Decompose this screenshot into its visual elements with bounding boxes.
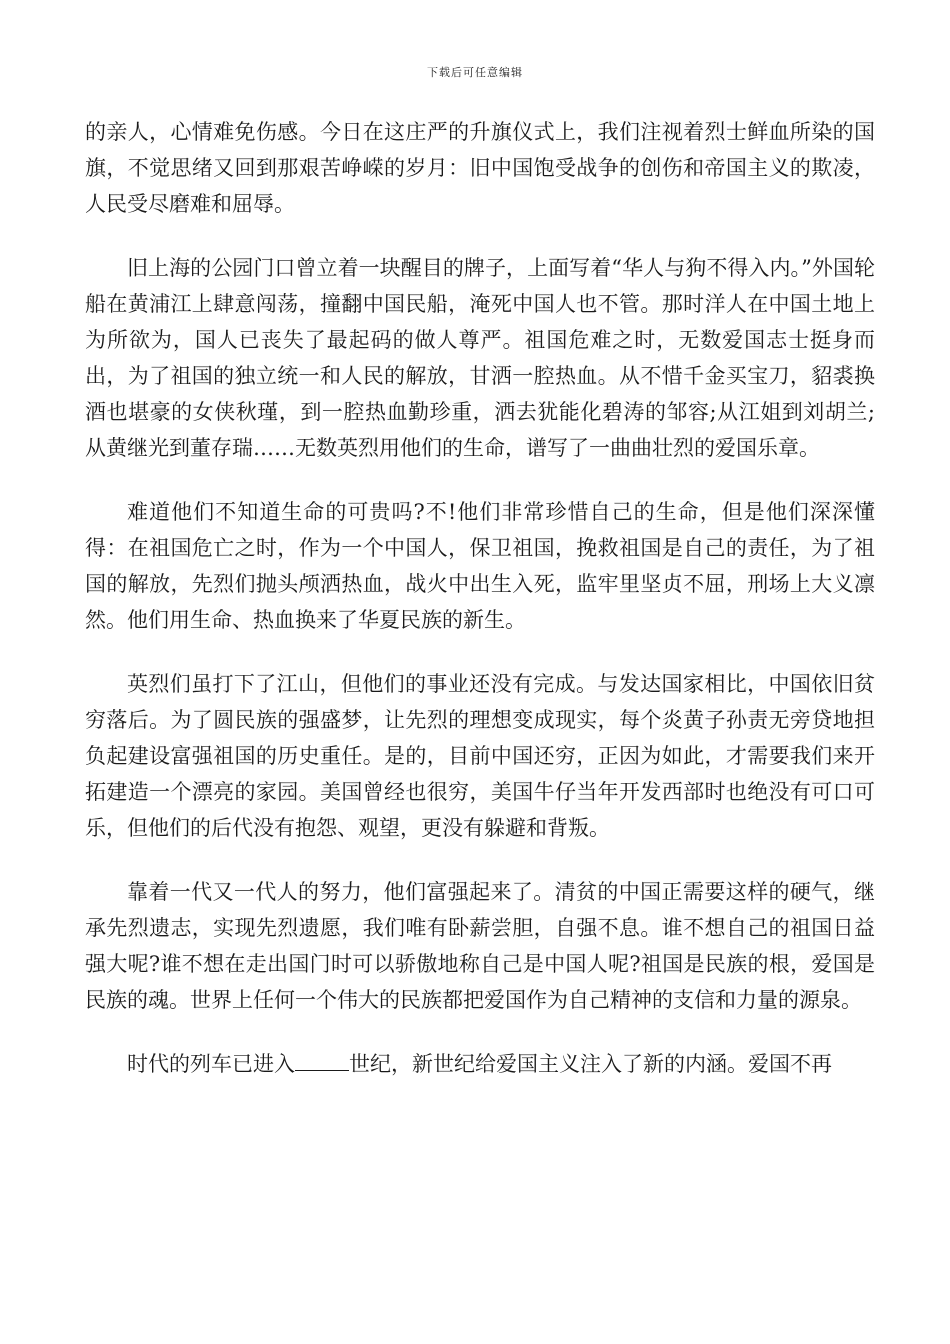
paragraph-continuation: 的亲人，心情难免伤感。今日在这庄严的升旗仪式上，我们注视着烈士鲜血所染的国旗，不觉思绪又回到那艰苦峥嵘的岁月：旧中国饱受战争的创伤和帝国主义的欺凌，人民受尽磨难和屈辱。 bbox=[85, 120, 875, 216]
paragraph-mission: 英烈们虽打下了江山，但他们的事业还没有完成。与发达国家相比，中国依旧贫穷落后。为了圆民族的强盛梦，让先烈的理想变成现实，每个炎黄子孙责无旁贷地担负起建设富强祖国的历史重任。是的，目前中国还穷，正因为如此，才需要我们来开拓建造一个漂亮的家园。美国曾经也很穷，美国牛仔当年开发西部时也绝没有可口可乐，但他们的后代没有抱怨、观望，更没有躲避和背叛。 bbox=[85, 672, 875, 840]
paragraph-strength: 靠着一代又一代人的努力，他们富强起来了。清贫的中国正需要这样的硬气，继承先烈遗志，实现先烈遗愿，我们唯有卧薪尝胆，自强不息。谁不想自己的祖国日益强大呢?谁不想在走出国门时可以骄傲地称自己是中国人呢?祖国是民族的根，爱国是民族的魂。世界上任何一个伟大的民族都把爱国作为自己精神的支信和力量的源泉。 bbox=[85, 880, 875, 1012]
page-header-note: 下载后可任意编辑 bbox=[427, 66, 523, 79]
fill-in-blank bbox=[295, 1070, 349, 1071]
paragraph-sacrifice: 难道他们不知道生命的可贵吗?不!他们非常珍惜自己的生命，但是他们深深懂得：在祖国危亡之时，作为一个中国人，保卫祖国，挽救祖国是自己的责任，为了祖国的解放，先烈们抛头颅洒热血，战火中出生入死，监牢里坚贞不屈，刑场上大义凛然。他们用生命、热血换来了华夏民族的新生。 bbox=[85, 500, 875, 632]
paragraph-new-century bbox=[85, 1046, 875, 1082]
text-after-blank: 世纪，新世纪给爱国主义注入了新的内涵。爱国不再 bbox=[349, 1052, 832, 1076]
text-before-blank: 时代的列车已进入 bbox=[127, 1052, 295, 1076]
document-body bbox=[85, 114, 875, 1110]
paragraph-shanghai: 旧上海的公园门口曾立着一块醒目的牌子，上面写着“华人与狗不得入内。”外国轮船在黄浦江上肆意闯荡，撞翻中国民船，淹死中国人也不管。那时洋人在中国土地上为所欲为，国人已丧失了最起码的做人尊严。祖国危难之时，无数爱国志士挺身而出，为了祖国的独立统一和人民的解放，甘洒一腔热血。从不惜千金买宝刀，貂裘换酒也堪豪的女侠秋瑾，到一腔热血勤珍重，洒去犹能化碧涛的邹容;从江姐到刘胡兰;从黄继光到董存瑞……无数英烈用他们的生命，谱写了一曲曲壮烈的爱国乐章。 bbox=[85, 256, 875, 460]
